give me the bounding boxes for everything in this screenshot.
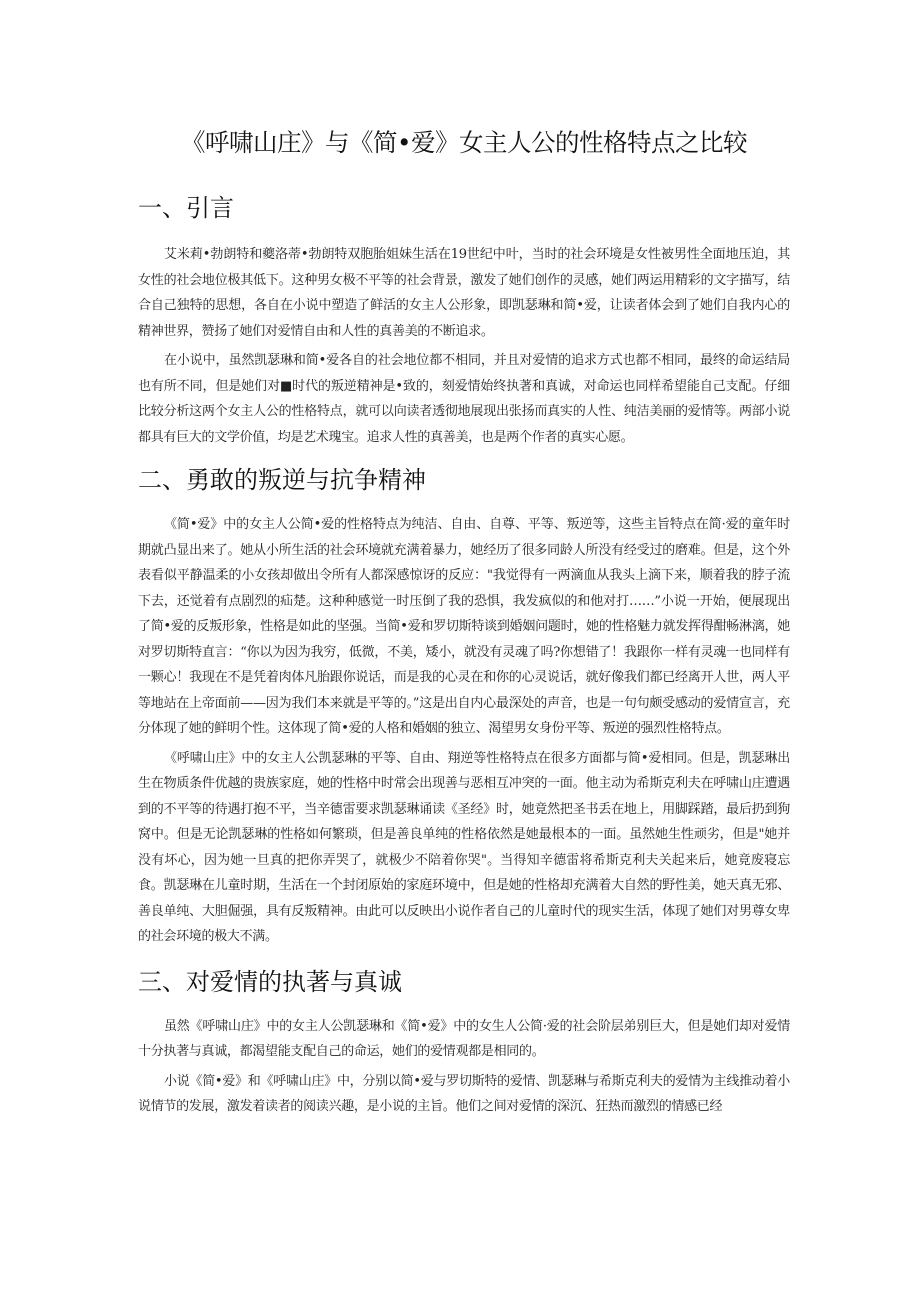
document-title: 《呼啸山庄》与《简•爱》女主人公的性格特点之比较	[181, 128, 747, 157]
section-love-devotion	[138, 962, 790, 1120]
document-page	[138, 122, 790, 1120]
paragraph: 小说《简•爱》和《呼啸山庄》中，分别以简•爱与罗切斯特的爱情、凯瑟琳与希斯克利夫的爱情为主线推动着小说情节的发展，激发着读者的阅读兴趣，是小说的主旨。他们之间对爱情的深沉、狂热而激烈的情感已经	[138, 1073, 790, 1114]
section-introduction	[138, 188, 790, 450]
document-title-block	[138, 122, 790, 166]
paragraph: 虽然《呼啸山庄》中的女主人公凯瑟琳和《简•爱》中的女生人公简·爱的社会阶层弟别巨大，但是她们却对爱情十分执著与真诚，都渴望能支配自己的命运，她们的爱情观都是相同的。	[138, 1018, 790, 1059]
paragraph: 《呼啸山庄》中的女主人公凯瑟琳的平等、自由、翔逆等性格特点在很多方面都与简•爱相同。但是，凯瑟琳出生在物质条件优越的贵族家庭，她的性格中时常会出现善与恶相互冲突的一面。他主动为希斯克利夫在呼啸山庄遭遇到的不平等的待遇打抱不平，当辛德雷要求凯瑟琳诵读《圣经》时，她竟然把圣书丢在地上，用脚踩踏，最后扔到狗窝中。但是无论凯瑟琳的性格如何繁琐，但是善良单纯的性格依然是她最根本的一面。虽然她生性顽劣，但是"她并没有坏心，因为她一旦真的把你弄哭了，就极少不陪着你哭"。当得知辛德雷将希斯克利夫关起来后，她竟废寝忘食。凯瑟琳在儿童时期，生活在一个封闭原始的家庭环境中，但是她的性格却充满着大自然的野性美，她天真无邪、善良单纯、大胆倔强，具有反叛精神。由此可以反映出小说作者自己的儿童时代的现实生活，体现了她们对男尊女卑的社会环境的极大不满。	[138, 750, 790, 944]
paragraph: 《简•爱》中的女主人公简•爱的性格特点为纯洁、自由、自尊、平等、叛逆等，这些主旨特点在简·爱的童年时期就凸显出来了。她从小所生活的社会环境就充满着暴力，她经历了很多同龄人所没有经受过的磨难。但是，这个外表看似平静温柔的小女孩却做出令所有人都深感惊讶的反应："我觉得有一两滴血从我头上滴下来，顺着我的脖子流下去，还觉着有点剧烈的疝楚。这种种感觉一时压倒了我的恐惧，我发疯似的和他对打……”小说一开始，便展现出了简•爱的反叛形象，性格是如此的坚强。当简•爱和罗切斯特谈到婚姻问题时，她的性格魅力就发挥得酣畅淋漓，她对罗切斯特直言：“你以为因为我穷，低微，不美，矮小，就没有灵魂了吗?你想错了！我跟你一样有灵魂一也同样有一颗心！我现在不是凭着肉体凡胎跟你说话，而是我的心灵在和你的心灵说话，就好像我们都已经离开人世，两人平等地站在上帝面前——因为我们本来就是平等的。”这是出自内心最深处的声音，也是一句句颇受感动的爱情宣言，充分体现了她的鲜明个性。这体现了简•爱的人格和婚姻的独立、渴望男女身份平等、叛逆的强烈性格特点。	[138, 517, 790, 736]
section-rebellion	[138, 460, 790, 950]
section-heading: 一、引言	[138, 194, 234, 222]
section-heading: 二、勇敢的叛逆与抗争精神	[138, 466, 426, 494]
section-heading: 三、对爱情的执著与真诚	[138, 967, 402, 996]
paragraph: 艾米莉•勃朗特和夔洛蒂•勃朗特双胞胎姐妹生活在19世纪中叶，当时的社会环境是女性被男性全面地压迫，其女性的社会地位极其低下。这种男女极不平等的社会背景，激发了她们创作的灵感，她们两运用精彩的文字描写，结合自己独特的思想，各自在小说中塑造了鲜活的女主人公形象，即凯瑟琳和简•爱，让读者体会到了她们自我内心的精神世界，赞扬了她们对爱情自由和人性的真善美的不断追求。	[138, 247, 790, 339]
paragraph: 在小说中，虽然凯瑟琳和简•爱各自的社会地位都不相同，并且对爱情的追求方式也都不相同，最终的命运结局也有所不同，但是她们对■时代的叛逆精神是•致的，刻爱情始终执著和真诚，对命运也同样希望能自己支配。仔细比较分析这两个女主人公的性格特点，就可以向读者透彻地展现出张扬而真实的人性、纯洁美丽的爱情等。两部小说都具有巨大的文学价值，均是艺术瑰宝。追求人性的真善美，也是两个作者的真实心愿。	[138, 353, 790, 445]
